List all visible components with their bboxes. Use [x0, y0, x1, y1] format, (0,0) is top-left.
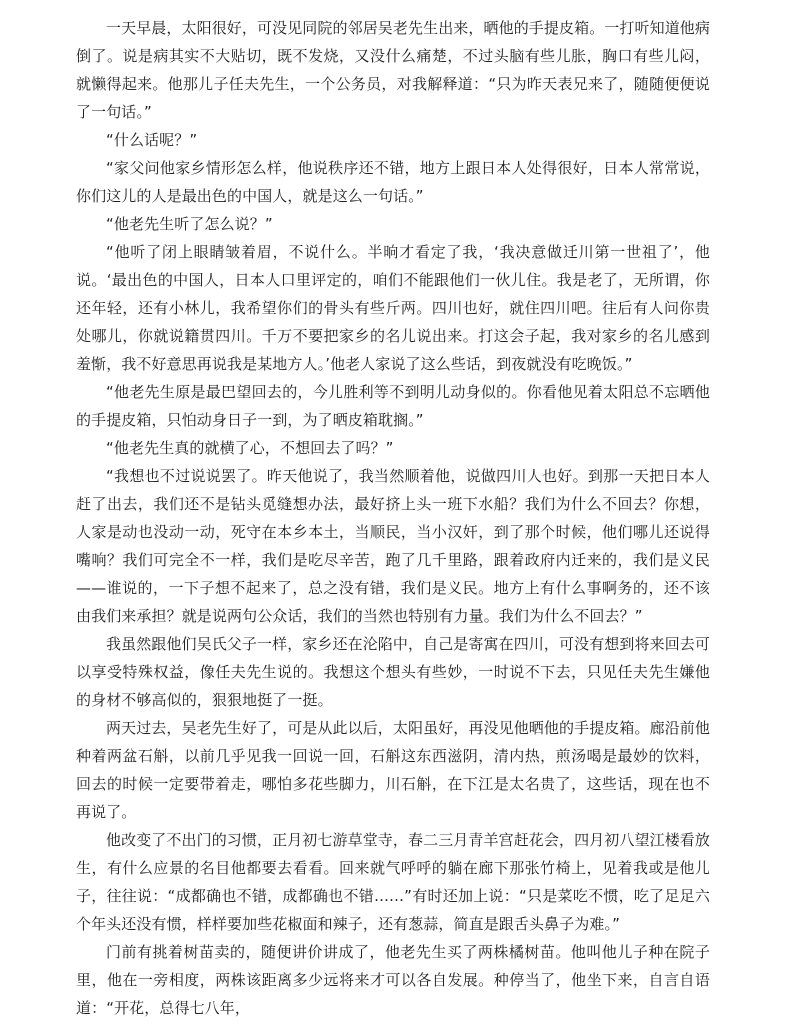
paragraph-10: 两天过去，吴老先生好了，可是从此以后，太阳虽好，再没见他晒他的手提皮箱。廊沿前他种着两盆石斛，以前几乎见我一回说一回，石斛这东西滋阴，清内热，煎汤喝是最妙的饮料，回去的时候一定要带着走，哪怕多花些脚力，川石斛，在下江是太名贵了，这些话，现在也不再说了。 — [76, 719, 711, 821]
paragraph-4: “他老先生听了怎么说？” — [106, 215, 273, 233]
paragraph-6: “他老先生原是最巴望回去的，今儿胜利等不到明儿动身似的。你看他见着太阳总不忘晒他的手提皮箱，只怕动身日子一到，为了晒皮箱耽搁。” — [76, 383, 710, 429]
paragraph-8: “我想也不过说说罢了。昨天他说了，我当然顺着他，说做四川人也好。到那一天把日本人赶了出去，我们还不是钻头觅缝想办法，最好挤上头一班下水船？我们为什么不回去？你想，人家是动也没动一动，死守在本乡本土，当顺民，当小汉奸，到了那个时候，他们哪儿还说得嘴响？我们可完全不一样，我们是吃尽辛苦，跑了几千里路，跟着政府内迁来的，我们是义民——谁说的，一下子想不起来了，总之没有错，我们是义民。地方上有什么事啊务的，还不该由我们来承担？就是说两句公众话，我们的当然也特别有力量。我们为什么不回去？” — [76, 467, 710, 625]
paragraph-3: “家父问他家乡情形怎么样，他说秩序还不错，地方上跟日本人处得很好，日本人常常说，你们这儿的人是最出色的中国人，就是这么一句话。” — [76, 159, 710, 205]
paragraph-11: 他改变了不出门的习惯，正月初七游草堂寺，春二三月青羊宫赶花会，四月初八望江楼看放生，有什么应景的名目他都要去看看。回来就气呼呼的躺在廊下那张竹椅上，见着我或是他儿子，往往说：“成都确也不错，成都确也不错……”有时还加上说：“只是菜吃不惯，吃了足足六个年头还没有惯，样样要加些花椒面和辣子，还有葱蒜，简直是跟舌头鼻子为难。” — [76, 831, 711, 933]
paragraph-5: “他听了闭上眼睛皱着眉，不说什么。半晌才看定了我，‘我决意做迁川第一世祖了’，他说。‘最出色的中国人，日本人口里评定的，咱们不能跟他们一伙儿住。我是老了，无所谓，你还年轻，还有小林儿，我希望你们的骨头有些斤两。四川也好，就住四川吧。往后有人问你贵处哪儿，你就说籍贯四川。千万不要把家乡的名儿说出来。打这会子起，我对家乡的名儿感到羞惭，我不好意思再说我是某地方人。’他老人家说了这么些话，到夜就没有吃晚饭。” — [76, 243, 710, 373]
paragraph-9: 我虽然跟他们吴氏父子一样，家乡还在沦陷中，自己是寄寓在四川，可没有想到将来回去可以享受特殊权益，像任夫先生说的。我想这个想头有些妙，一时说不下去，只见任夫先生嫌他的身材不够高似的，狠狠地挺了一挺。 — [76, 635, 711, 709]
paragraph-1: 一天早晨，太阳很好，可没见同院的邻居吴老先生出来，晒他的手提皮箱。一打听知道他病倒了。说是病其实不大贴切，既不发烧，又没什么痛楚，不过头脑有些儿胀，胸口有些儿闷，就懒得起来。他那儿子任夫先生，一个公务员，对我解释道：“只为昨天表兄来了，随随便便说了一句话。” — [76, 19, 711, 121]
paragraph-2: “什么话呢？” — [106, 131, 198, 149]
paragraph-7: “他老先生真的就横了心，不想回去了吗？” — [106, 439, 394, 457]
paragraph-12: 门前有挑着树苗卖的，随便讲价讲成了，他老先生买了两株橘树苗。他叫他儿子种在院子里，他在一旁相度，两株该距离多少远将来才可以各自发展。种停当了，他坐下来，自言自语道：“开花，总得七八年， — [76, 943, 710, 1017]
